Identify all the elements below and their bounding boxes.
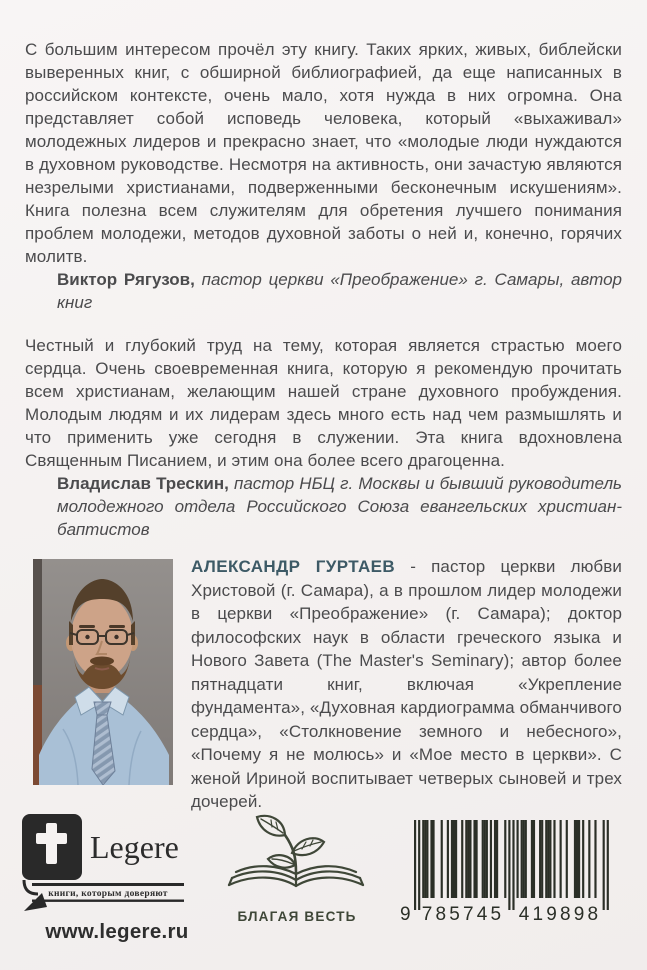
legere-book-logo [16, 814, 190, 912]
footer [0, 810, 647, 970]
bookmark-arrow-icon [24, 893, 47, 911]
author-bio-section [0, 555, 647, 814]
publisher-name: БЛАГАЯ ВЕСТЬ [237, 909, 357, 924]
legere-url: www.legere.ru [45, 920, 189, 943]
reviewer-name: Владислав Трескин, [57, 474, 229, 493]
ean13-barcode [398, 818, 626, 926]
author-portrait-image [33, 559, 173, 785]
review-quote-2 [25, 334, 622, 541]
review-quote-1 [25, 38, 622, 314]
publisher-logo-block [222, 812, 372, 924]
review-text: Честный и глубокий труд на тему, которая является страстью моего сердца. Очень своевременная книга, которую я рекомендую прочитать всем христианам, желающим нашей стране духовного пробуждения. Молодым людям и их лидерам здесь много есть над чем размышлять и что применить уже сегодня в служении. Эта книга вдохновлена Священным Писанием, и этим она более всего драгоценна. [25, 336, 622, 470]
review-attribution [57, 472, 622, 541]
book-plant-icon [222, 812, 372, 902]
barcode-lead-digit: 9 [400, 904, 411, 925]
isbn-barcode [398, 818, 628, 931]
author-photo [33, 559, 173, 785]
review-text: С большим интересом прочёл эту книгу. Таких ярких, живых, библейски выверенных книг, с обширной библиографией, да еще написанных в российском контексте, очень мало, хотя нужда в них огромна. Она представляет собой исповедь человека, который «выхаживал» молодежных лидеров и прекрасно знает, что «молодые люди нуждаются в духовном руководстве. Несмотря на активность, они зачастую являются незрелыми христианами, подверженными бесконечным искушениям». Книга полезна всем служителям для обретения лучшего понимания проблем молодежи, методов духовной заботы о ней и, конечно, горячих молитв. [25, 40, 622, 266]
review-attribution [57, 268, 622, 314]
reviewer-role: пастор церкви «Преображение» г. Самары, автор книг [57, 270, 622, 312]
legere-wordmark: Legere [90, 829, 179, 865]
author-name: АЛЕКСАНДР ГУРТАЕВ [191, 557, 396, 576]
legere-logo-block [16, 814, 190, 944]
barcode-right-group: 419898 [518, 904, 602, 925]
reviewer-name: Виктор Рягузов, [57, 270, 195, 289]
author-bio-text [191, 555, 622, 814]
reviewer-role: пастор НБЦ г. Москвы и бывший руководитель молодежного отдела Российского Союза евангельских христиан-баптистов [57, 474, 622, 539]
legere-tagline: книги, которым доверяют [48, 889, 168, 899]
author-bio-body: - пастор церкви любви Христовой (г. Самара), а в прошлом лидер молодежи в церкви «Преображение» (г. Самара); доктор философских наук в области греческого языка и Нового Завета (The Master's Seminary); автор более пятнадцати книг, включая «Укрепление фундамента», «Духовная кардиограмма обманчивого сердца», «Столкновение земного и небесного», «Почему я не молюсь» и «Мое место в церкви». С женой Ириной воспитывает четверых сыновей и трех дочерей. [191, 557, 623, 811]
barcode-left-group: 785745 [421, 904, 505, 925]
